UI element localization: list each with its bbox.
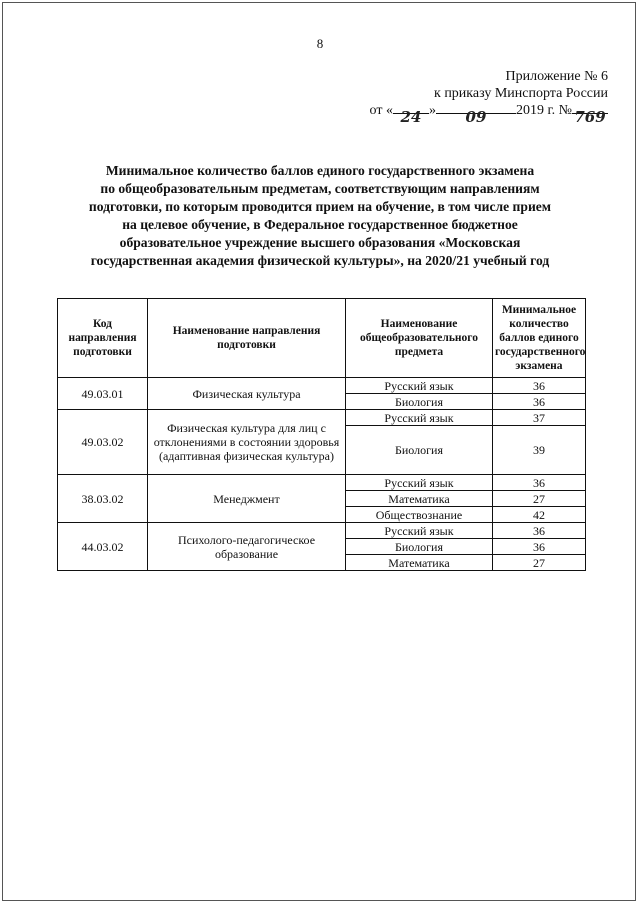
day-blank (393, 108, 429, 126)
cell-subject: Обществознание (346, 507, 493, 523)
table-body (58, 378, 586, 571)
cell-direction: Физическая культура для лиц с отклонениями в состоянии здоровья (адаптивная физическая культура) (148, 410, 346, 475)
year-suffix: 2019 г. № (515, 103, 572, 118)
cell-subject: Биология (346, 539, 493, 555)
handwritten-order-number: 769 (574, 108, 606, 126)
cell-subject: Русский язык (346, 475, 493, 491)
scores-table (57, 298, 586, 571)
document-title (40, 162, 600, 270)
title-line: на целевое обучение, в Федеральное государственное бюджетное (122, 217, 518, 232)
table-row (58, 523, 586, 539)
title-line: Минимальное количество баллов единого государственного экзамена (105, 163, 535, 178)
cell-subject: Математика (346, 555, 493, 571)
cell-score: 27 (493, 491, 586, 507)
order-number-blank (572, 108, 608, 126)
cell-subject: Русский язык (346, 523, 493, 539)
cell-subject: Биология (346, 394, 493, 410)
table-row (58, 475, 586, 491)
header-min-score: Минимальное количество баллов единого государственного экзамена (493, 299, 586, 378)
header-code: Код направления подготовки (58, 299, 148, 378)
cell-subject: Русский язык (346, 410, 493, 426)
title-line: государственная академия физической культуры», на 2020/21 учебный год (90, 253, 550, 268)
appendix-date-line (368, 102, 608, 126)
cell-subject: Русский язык (346, 378, 493, 394)
title-line: образовательное учреждение высшего образования «Московская (119, 235, 521, 250)
cell-direction: Психолого-педагогическое образование (148, 523, 346, 571)
handwritten-month: 09 (465, 108, 487, 126)
quote-close: » (428, 103, 436, 118)
table-header-row (58, 299, 586, 378)
cell-score: 36 (493, 475, 586, 491)
cell-direction: Физическая культура (148, 378, 346, 410)
cell-score: 39 (493, 426, 586, 475)
page-number: 8 (316, 36, 324, 51)
date-prefix: от « (369, 103, 393, 118)
title-line: подготовки, по которым проводится прием на обучение, в том числе прием (88, 199, 552, 214)
title-line: по общеобразовательным предметам, соответствующим направлениям (100, 181, 540, 196)
header-direction: Наименование направления подготовки (148, 299, 346, 378)
month-blank (436, 108, 516, 126)
appendix-title: Приложение № 6 (505, 69, 608, 84)
cell-direction: Менеджмент (148, 475, 346, 523)
cell-score: 36 (493, 523, 586, 539)
handwritten-day: 24 (400, 108, 422, 126)
cell-score: 27 (493, 555, 586, 571)
cell-code: 38.03.02 (58, 475, 148, 523)
table-row (58, 410, 586, 426)
appendix-header (368, 68, 608, 126)
cell-score: 42 (493, 507, 586, 523)
cell-subject: Биология (346, 426, 493, 475)
table-row (58, 378, 586, 394)
cell-score: 37 (493, 410, 586, 426)
cell-score: 36 (493, 539, 586, 555)
cell-code: 49.03.02 (58, 410, 148, 475)
cell-code: 49.03.01 (58, 378, 148, 410)
header-subject: Наименование общеобразовательного предмета (346, 299, 493, 378)
cell-score: 36 (493, 394, 586, 410)
appendix-order-ref: к приказу Минспорта России (434, 86, 608, 101)
cell-code: 44.03.02 (58, 523, 148, 571)
cell-score: 36 (493, 378, 586, 394)
cell-subject: Математика (346, 491, 493, 507)
